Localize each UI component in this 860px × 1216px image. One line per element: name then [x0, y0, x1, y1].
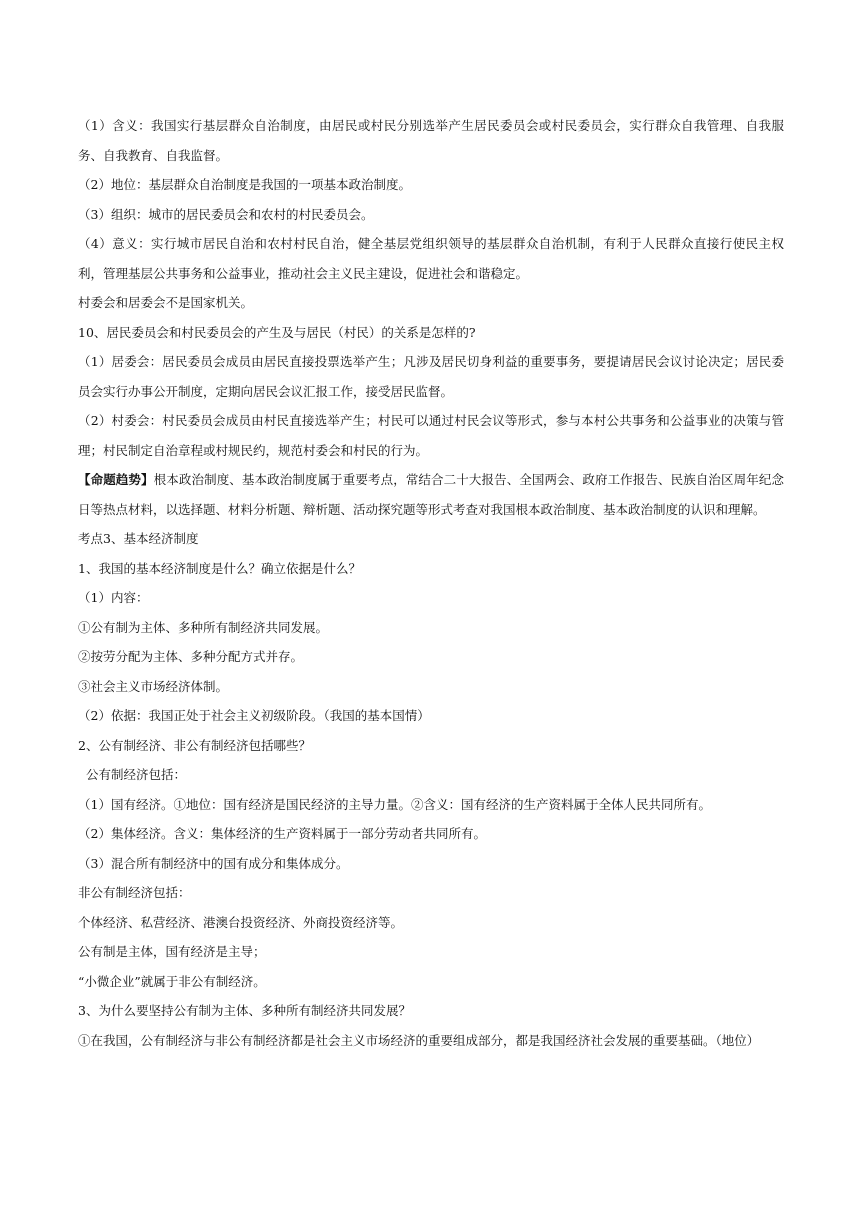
paragraph-trend — [78, 465, 784, 524]
paragraph-residents-committee: （1）居委会：居民委员会成员由居民直接投票选举产生；凡涉及居民切身利益的重要事务，要提请居民会议讨论决定；居民委员会实行办事公开制度，定期向居民会议汇报工作，接受居民监督。 — [78, 354, 784, 399]
paragraph-state-owned: （1）国有经济。①地位：国有经济是国民经济的主导力量。②含义：国有经济的生产资料属于全体人民共同所有。 — [78, 796, 711, 812]
trend-label: 【命题趋势】 — [78, 472, 154, 487]
paragraph-note: 村委会和居委会不是国家机关。 — [78, 295, 254, 310]
question-heading: 10、居民委员会和村民委员会的产生及与居民（村民）的关系是怎样的? — [78, 324, 476, 340]
paragraph-significance: （4）意义：实行城市居民自治和农村村民自治，健全基层党组织领导的基层群众自治机制，有利于人民群众直接行使民主权利，管理基层公共事务和公益事业，推动社会主义民主建设，促进社会和谐稳定。 — [78, 236, 784, 281]
paragraph-collective: （2）集体经济。含义：集体经济的生产资料属于一部分劳动者共同所有。 — [78, 826, 486, 841]
trend-text: 根本政治制度、基本政治制度属于重要考点，常结合二十大报告、全国两会、政府工作报告、民族自治区周年纪念日等热点材料，以选择题、材料分析题、辩析题、活动探究题等形式考查对我国根本政治制度、基本政治制度的认识和理解。 — [78, 472, 784, 517]
list-item: ②按劳分配为主体、多种分配方式并存。 — [78, 649, 304, 664]
paragraph-status: （2）地位：基层群众自治制度是我国的一项基本政治制度。 — [78, 177, 411, 192]
section-heading: 考点3、基本经济制度 — [78, 531, 199, 546]
paragraph-meaning: （1）含义：我国实行基层群众自治制度，由居民或村民分别选举产生居民委员会或村民委员会，实行群众自我管理、自我服务、自我教育、自我监督。 — [78, 118, 784, 163]
paragraph-note: 公有制是主体，国有经济是主导； — [78, 944, 266, 959]
paragraph-position: ①在我国，公有制经济与非公有制经济都是社会主义市场经济的重要组成部分，都是我国经济社会发展的重要基础。（地位） — [78, 1032, 760, 1048]
document-body — [78, 111, 784, 1055]
paragraph-villagers-committee: （2）村委会：村民委员会成员由村民直接选举产生；村民可以通过村民会议等形式，参与本村公共事务和公益事业的决策与管理；村民制定自治章程或村规民约，规范村委会和村民的行为。 — [78, 413, 784, 458]
question-heading: 2、公有制经济、非公有制经济包括哪些？ — [78, 737, 311, 753]
paragraph-mixed: （3）混合所有制经济中的国有成分和集体成分。 — [78, 855, 349, 871]
paragraph-nonpublic-label: 非公有制经济包括： — [78, 885, 191, 900]
list-item: ③社会主义市场经济体制。 — [78, 678, 229, 694]
paragraph-basis: （2）依据：我国正处于社会主义初级阶段。（我国的基本国情） — [78, 708, 430, 723]
question-heading: 1、我国的基本经济制度是什么？确立依据是什么？ — [78, 560, 361, 576]
question-heading: 3、为什么要坚持公有制为主体、多种所有制经济共同发展？ — [78, 1003, 411, 1018]
paragraph-nonpublic-list: 个体经济、私营经济、港澳台投资经济、外商投资经济等。 — [78, 914, 404, 930]
paragraph-note: “小微企业”就属于非公有制经济。 — [78, 973, 266, 989]
list-item: ①公有制为主体、多种所有制经济共同发展。 — [78, 619, 329, 635]
paragraph-public-label: 公有制经济包括： — [86, 767, 187, 782]
paragraph-organization: （3）组织：城市的居民委员会和农村的村民委员会。 — [78, 206, 374, 222]
paragraph-content-label: （1）内容： — [78, 590, 149, 605]
